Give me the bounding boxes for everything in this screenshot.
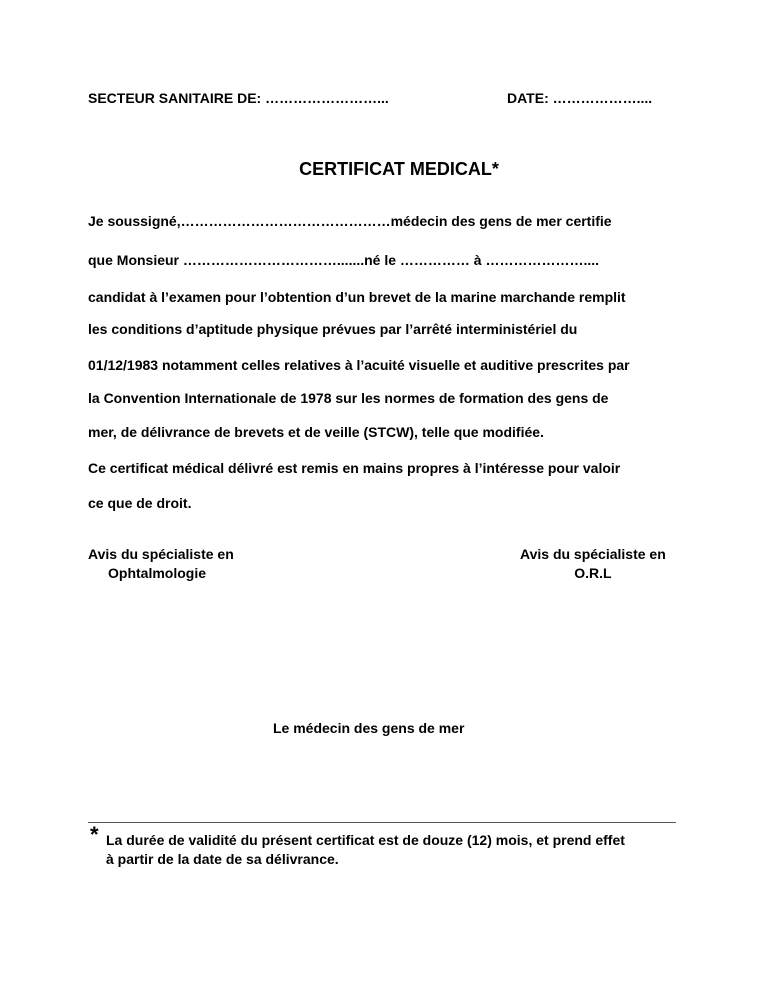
orl-specialty: O.R.L (574, 565, 612, 581)
certificate-line-4: les conditions d’aptitude physique prévues par l’arrêté interministériel du (88, 321, 578, 337)
certificate-line-9: ce que de droit. (88, 495, 192, 511)
orl-opinion (520, 545, 666, 583)
orl-opinion-label: Avis du spécialiste en (520, 546, 666, 562)
certificate-line-2: que Monsieur …………………………….......né le …………… à ………………….... (88, 252, 600, 268)
certificate-line-3: candidat à l’examen pour l’obtention d’un brevet de la marine marchande remplit (88, 289, 626, 305)
footnote-divider (88, 822, 676, 823)
footnote-text (106, 831, 625, 869)
footnote-line-1: La durée de validité du présent certificat est de douze (12) mois, et prend effet (106, 832, 625, 848)
certificate-line-7: mer, de délivrance de brevets et de veille (STCW), telle que modifiée. (88, 424, 544, 440)
certificate-line-5: 01/12/1983 notamment celles relatives à l’acuité visuelle et auditive prescrites par (88, 357, 630, 373)
ophthalmology-opinion (88, 545, 234, 583)
certificate-line-1: Je soussigné,………………………………………médecin des gens de mer certifie (88, 213, 612, 229)
doctor-signature-label: Le médecin des gens de mer (273, 720, 465, 736)
certificate-line-6: la Convention Internationale de 1978 sur les normes de formation des gens de (88, 390, 609, 406)
ophthalmology-specialty: Ophtalmologie (108, 565, 206, 581)
sector-field: SECTEUR SANITAIRE DE: ……………………... (88, 90, 389, 106)
footnote-line-2: à partir de la date de sa délivrance. (106, 851, 339, 867)
ophthalmology-opinion-label: Avis du spécialiste en (88, 546, 234, 562)
footnote-marker: * (90, 822, 99, 847)
page-title: CERTIFICAT MEDICAL* (299, 159, 499, 179)
certificate-line-8: Ce certificat médical délivré est remis en mains propres à l’intéresse pour valoir (88, 460, 621, 476)
date-field: DATE: ……………….... (507, 90, 653, 106)
